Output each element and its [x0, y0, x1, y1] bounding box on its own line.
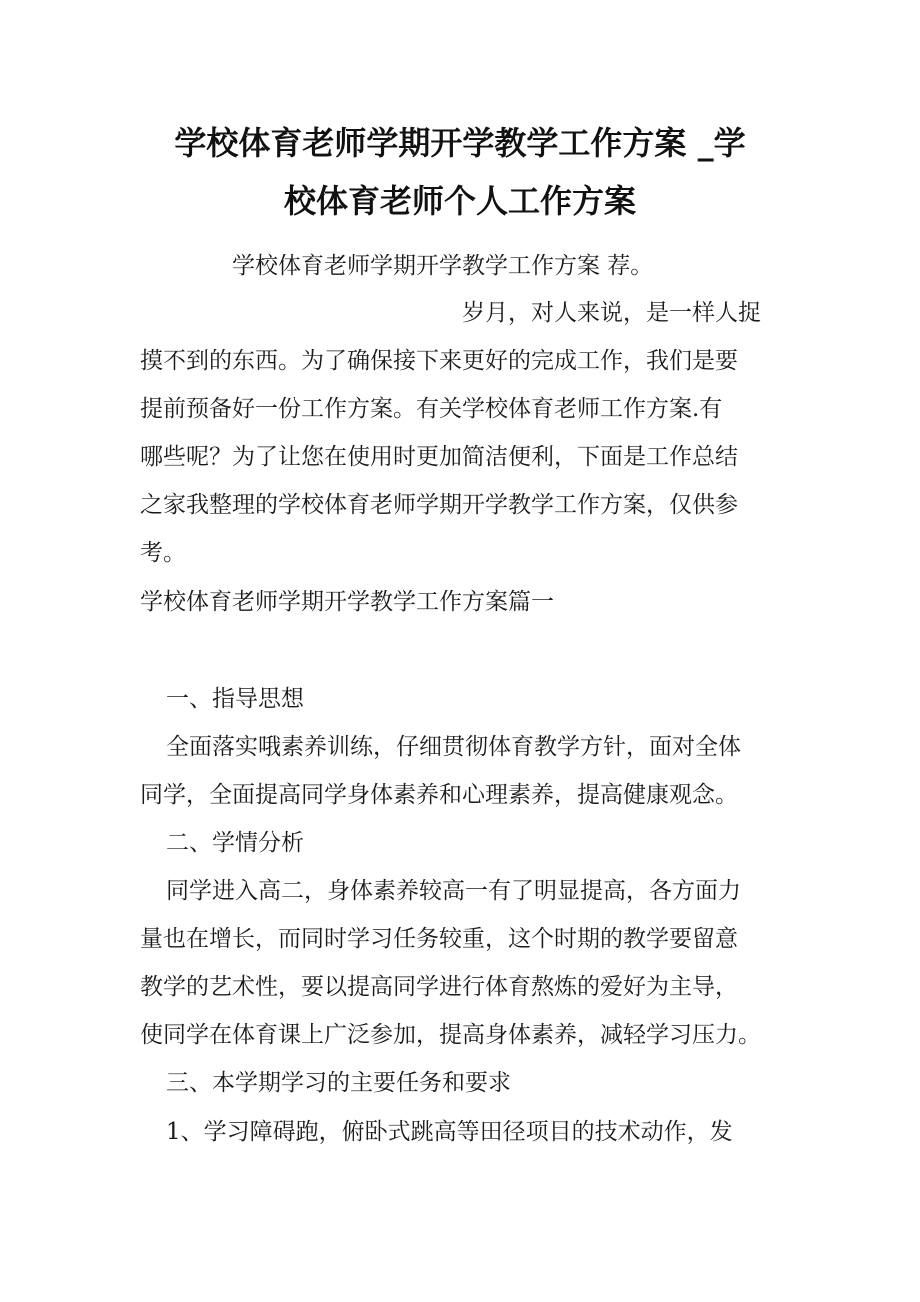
document-title-line-1: 学校体育老师学期开学教学工作方案 _学	[174, 124, 746, 162]
intro-line-4: 哪些呢？为了让您在使用时更加简洁便利，下面是工作总结	[140, 444, 738, 470]
section1-heading: 一、指导思想	[166, 686, 304, 712]
intro-line-1: 岁月，对人来说，是一样人捉	[462, 300, 761, 326]
subtitle: 学校体育老师学期开学教学工作方案 荐。	[232, 253, 654, 279]
section1-line-2: 同学，全面提高同学身体素养和心理素养，提高健康观念。	[140, 782, 738, 808]
intro-line-5: 之家我整理的学校体育老师学期开学教学工作方案，仅供参	[140, 492, 738, 518]
part-heading: 学校体育老师学期开学教学工作方案篇一	[140, 589, 554, 615]
section2-line-1: 同学进入高二，身体素养较高一有了明显提高，各方面力	[166, 878, 741, 904]
section2-heading: 二、学情分析	[166, 830, 304, 856]
document-title-line-2: 校体育老师个人工作方案	[283, 182, 636, 220]
section2-line-3: 教学的艺术性，要以提高同学进行体育熬炼的爱好为主导，	[140, 974, 738, 1000]
intro-line-2: 摸不到的东西。为了确保接下来更好的完成工作，我们是要	[140, 348, 738, 374]
section1-line-1: 全面落实哦素养训练，仔细贯彻体育教学方针，面对全体	[166, 734, 741, 760]
section3-item-1: 1、学习障碍跑，俯卧式跳高等田径项目的技术动作，发	[166, 1119, 733, 1145]
section2-line-4: 使同学在体育课上广泛参加，提高身体素养，减轻学习压力。	[140, 1022, 761, 1048]
section3-heading: 三、本学期学习的主要任务和要求	[166, 1070, 511, 1096]
section2-line-2: 量也在增长，而同时学习任务较重，这个时期的教学要留意	[140, 926, 738, 952]
intro-line-3: 提前预备好一份工作方案。有关学校体育老师工作方案.有	[140, 396, 723, 422]
intro-line-6: 考。	[140, 540, 186, 566]
